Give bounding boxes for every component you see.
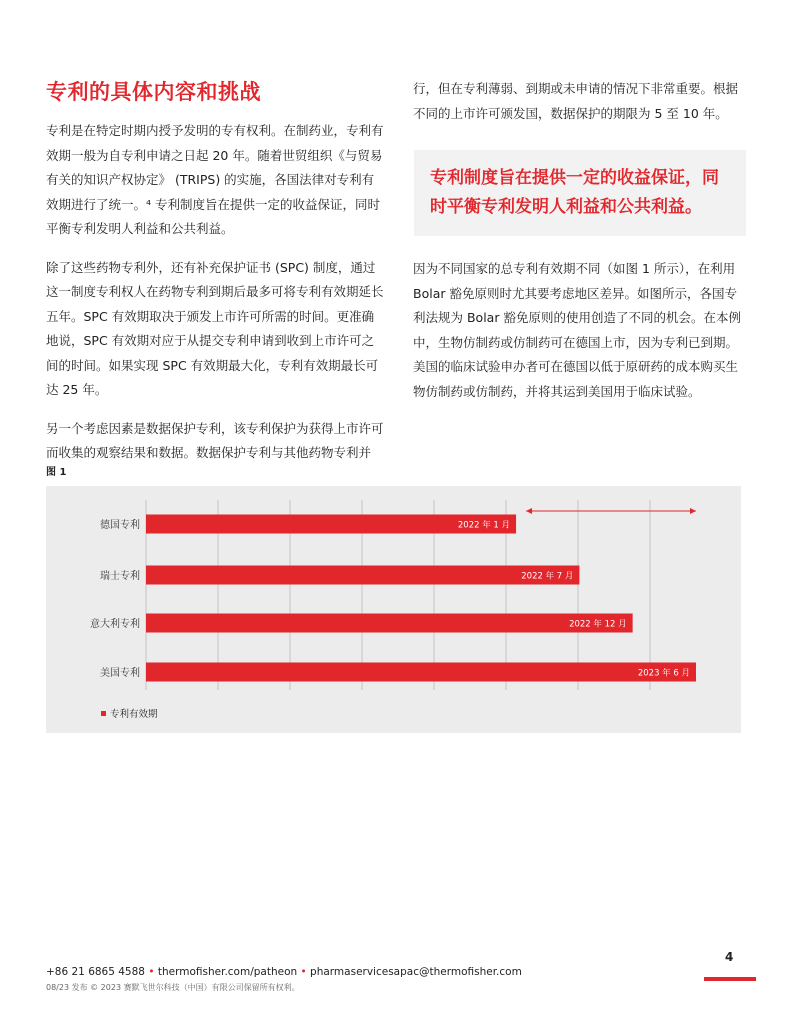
pull-quote: 专利制度旨在提供一定的收益保证，同时平衡专利发明人利益和公共利益。 bbox=[430, 168, 719, 217]
paragraph: 另一个考虑因素是数据保护专利，该专利保护为获得上市许可而收集的观察结果和数据。数据保护专利与其他药物专利并 bbox=[46, 420, 384, 460]
separator-dot: • bbox=[300, 966, 307, 978]
bar bbox=[146, 663, 696, 682]
footer-site-link[interactable]: thermofisher.com/patheon bbox=[157, 966, 298, 978]
chart-legend bbox=[101, 706, 158, 720]
separator-dot: • bbox=[148, 966, 155, 978]
figure-label: 图 1 bbox=[46, 467, 67, 478]
legend-label: 专利有效期 bbox=[110, 709, 158, 720]
data-label: 2022 年 7 月 bbox=[521, 571, 574, 582]
category-label: 德国专利 bbox=[100, 520, 140, 531]
paragraph: 行，但在专利薄弱、到期或未申请的情况下非常重要。根据不同的上市许可颁发国，数据保护的期限为 5 至 10 年。 bbox=[413, 81, 739, 121]
footer-contact bbox=[46, 966, 522, 978]
footer-email-link[interactable]: pharmaservicesapac@thermofisher.com bbox=[310, 966, 522, 978]
bar bbox=[146, 614, 633, 633]
footer-phone: +86 21 6865 4588 bbox=[46, 966, 145, 978]
data-label: 2022 年 1 月 bbox=[457, 520, 511, 531]
data-label: 2022 年 12 月 bbox=[569, 619, 627, 630]
footer-copyright: 08/23 发布 © 2023 赛默飞世尔科技（中国）有限公司保留所有权利。 bbox=[46, 983, 300, 992]
page-accent-bar bbox=[704, 977, 756, 981]
data-label: 2023 年 6 月 bbox=[637, 668, 690, 679]
paragraph: 专利是在特定时期内授予发明的专有权利。在制药业，专利有效期一般为自专利申请之日起 20 年。随着世贸组织《与贸易有关的知识产权协定》 (TRIPS) 的实施，各国法律对专利有效期进行了统一。⁴ 专利制度旨在提供一定的收益保证，同时平衡专利发明人利益和公共利益。 bbox=[46, 123, 384, 236]
section-heading: 专利的具体内容和挑战 bbox=[46, 80, 261, 104]
bar bbox=[146, 566, 579, 585]
page-number: 4 bbox=[725, 950, 734, 964]
arrow-head-right bbox=[690, 508, 696, 514]
legend-swatch bbox=[101, 711, 106, 716]
category-label: 意大利专利 bbox=[90, 619, 140, 630]
category-label: 美国专利 bbox=[100, 668, 140, 679]
paragraph: 除了这些药物专利外，还有补充保护证书 (SPC) 制度，通过这一制度专利权人在药物专利到期后最多可将专利有效期延长五年。SPC 有效期取决于颁发上市许可所需的时间。更准确地说，SPC 有效期对应于从提交专利申请到收到上市许可之间的时间。如果实现 SPC 有效期最大化，专利有效期最长可达 25 年。 bbox=[46, 259, 384, 397]
paragraph: 因为不同国家的总专利有效期不同（如图 1 所示），在利用 Bolar 豁免原则时尤其要考虑地区差异。如图所示，各国专利法规为 Bolar 豁免原则的使用创造了不同的机会。在本例中，生物仿制药或仿制药可在德国上市，因为专利已到期。美国的临床试验申办者可在德国以低于原研药的成本购买生物仿制药或仿制药，并将其运到美国用于临床试验。 bbox=[413, 261, 741, 399]
arrow-head-left bbox=[526, 508, 532, 514]
category-label: 瑞士专利 bbox=[100, 571, 140, 582]
